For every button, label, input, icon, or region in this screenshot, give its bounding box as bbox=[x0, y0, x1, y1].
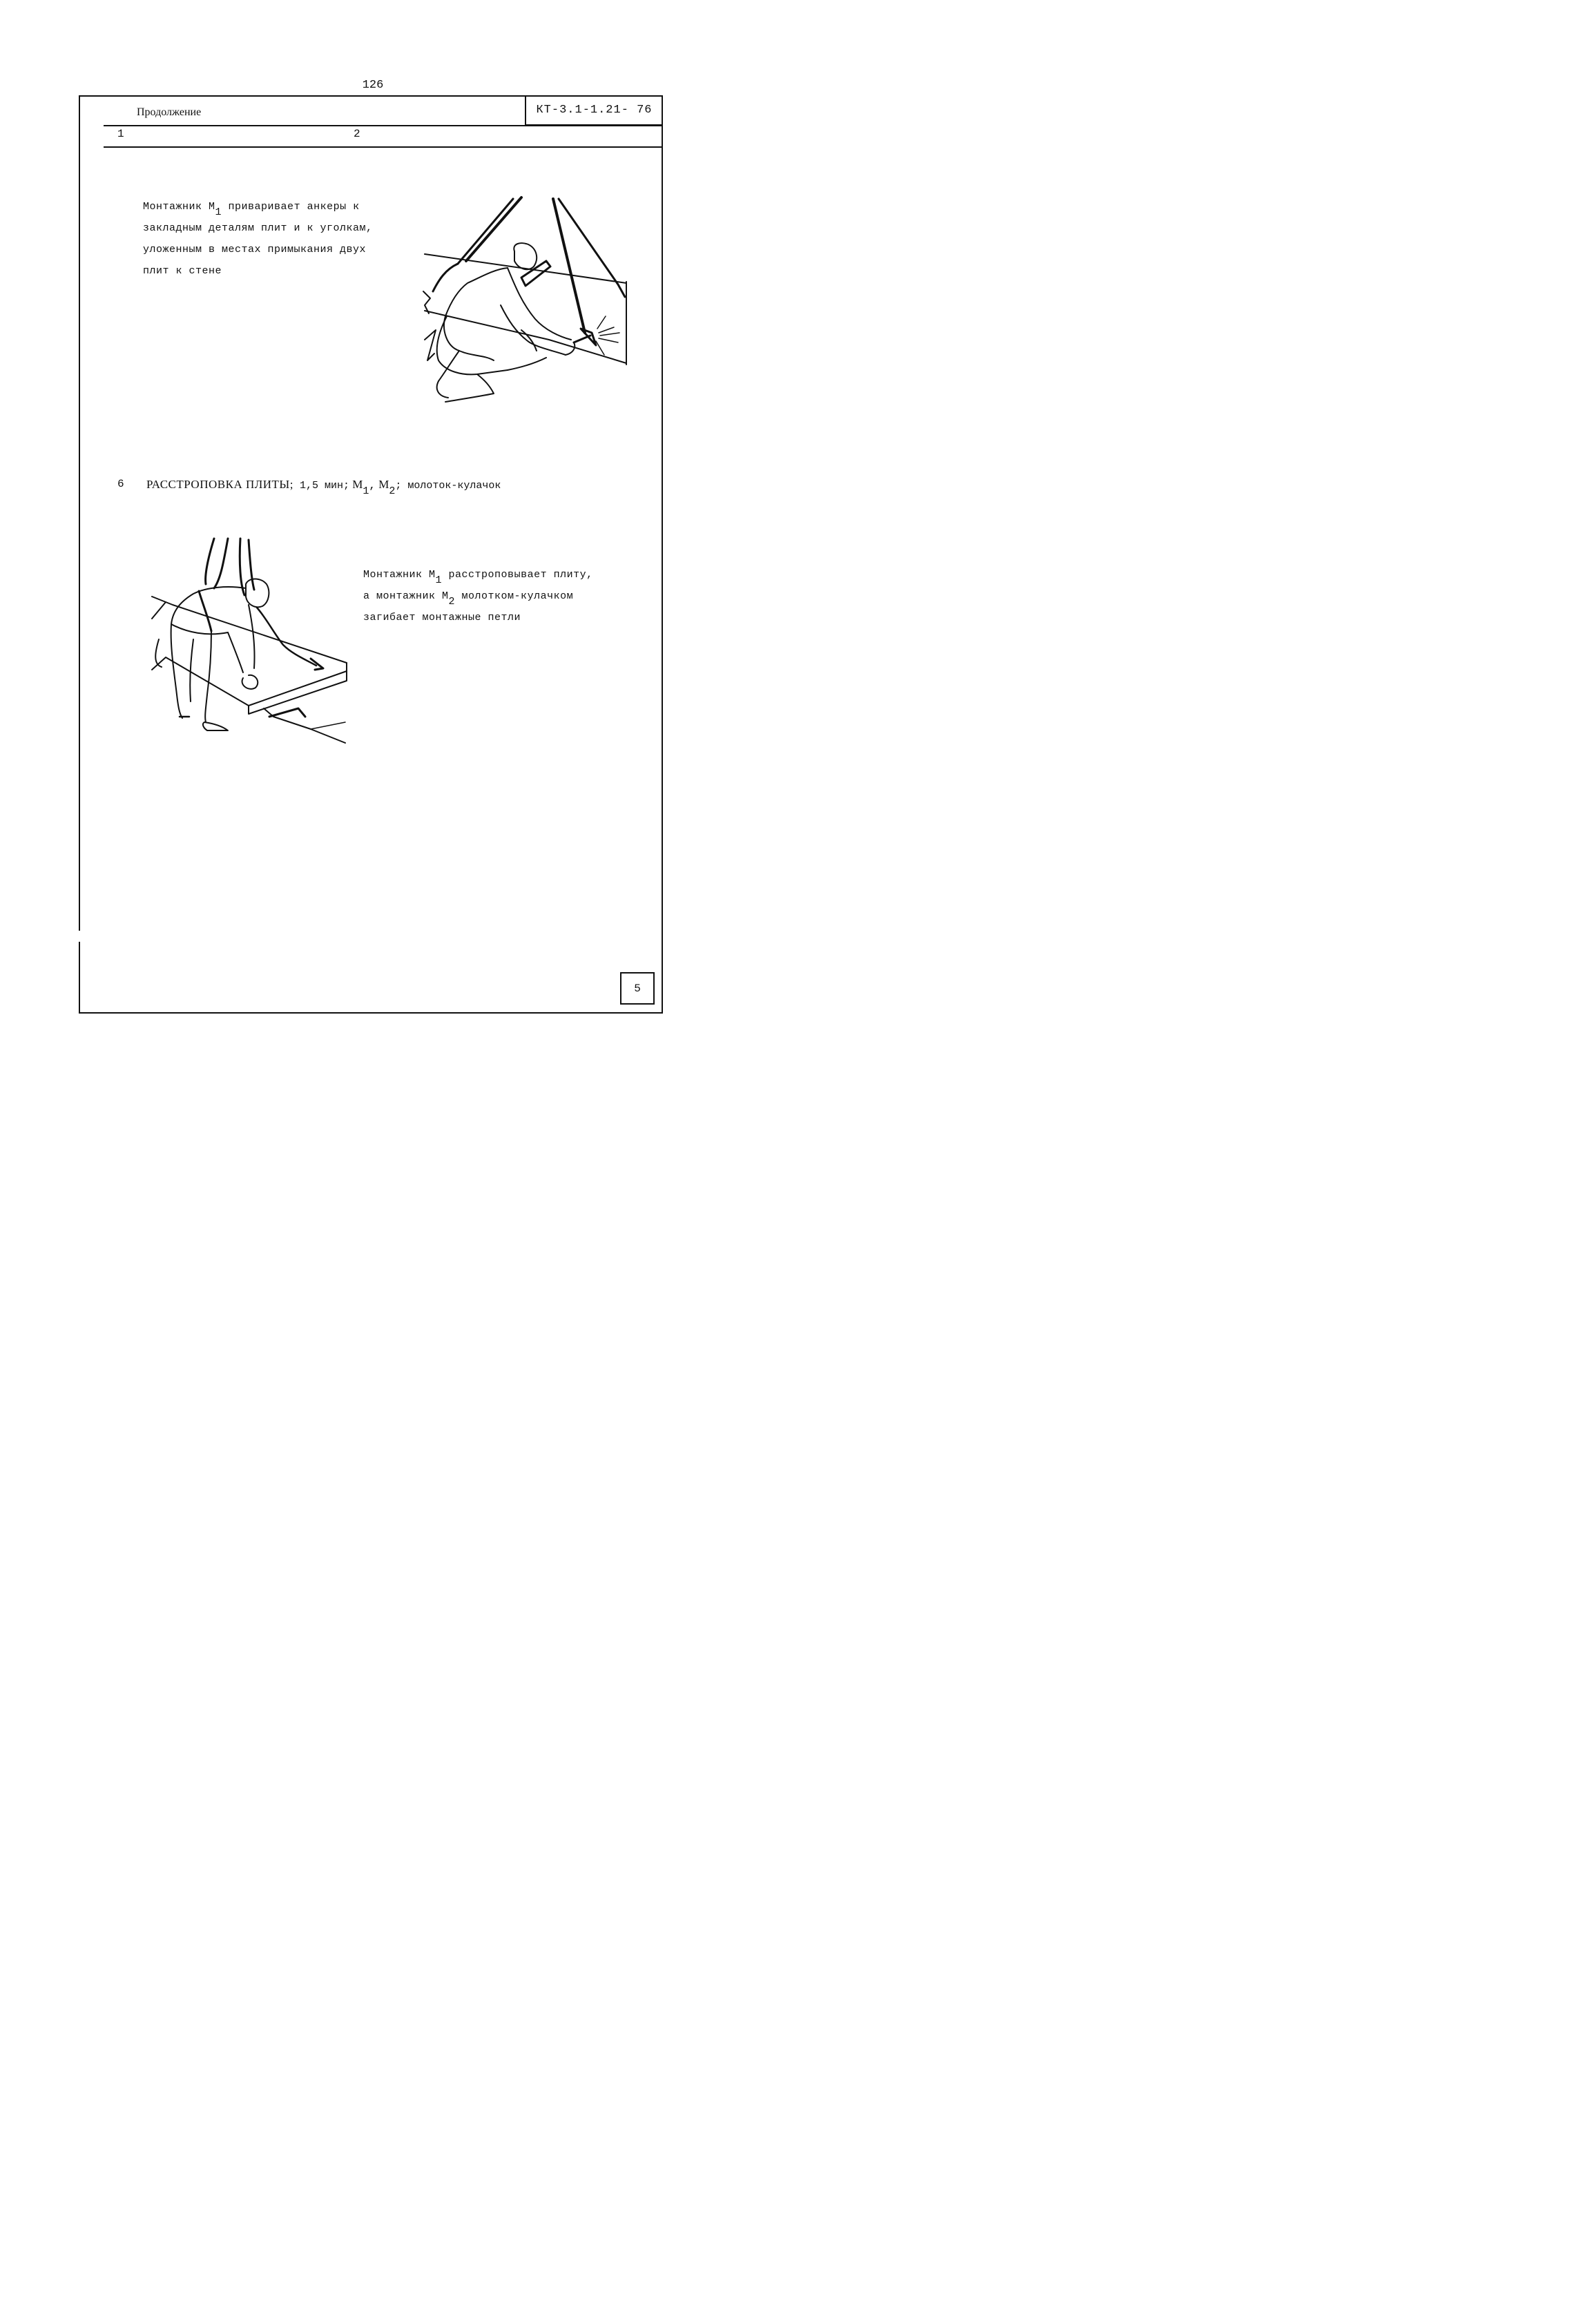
section1-line: плит к стене bbox=[143, 265, 222, 277]
page-number: 126 bbox=[362, 79, 384, 92]
frame-right-border bbox=[662, 95, 663, 1014]
section1-line: закладным деталям плит и к уголкам, bbox=[143, 222, 373, 234]
column-header-rule bbox=[104, 146, 662, 148]
slinger-illustration bbox=[145, 536, 352, 747]
header-label: Продолжение bbox=[137, 106, 202, 118]
section2-line: загибает монтажные петли bbox=[363, 612, 521, 623]
step-line: РАССТРОПОВКА ПЛИТЫ; 1,5 мин; $М_1$, $М_2$; молоток-кулачок bbox=[146, 478, 501, 497]
step-tool: ; молоток-кулачок bbox=[395, 480, 501, 492]
section1-paragraph bbox=[143, 196, 392, 282]
frame-left-border-lower bbox=[79, 942, 80, 1014]
step-worker2: М bbox=[376, 478, 389, 491]
step-number: 6 bbox=[117, 478, 124, 490]
document-code: КТ-3.1-1.21- 76 bbox=[525, 96, 662, 126]
frame-bottom-border bbox=[79, 1012, 663, 1014]
section1-line: уложенным в местах примыкания двух bbox=[143, 244, 367, 255]
section2-line: а монтажник $М_2$ молотком-кулачком bbox=[363, 590, 574, 608]
frame-left-border-upper bbox=[79, 95, 80, 931]
section2-line: Монтажник $М_1$ расстроповывает плиту, bbox=[363, 569, 593, 586]
step-title: РАССТРОПОВКА ПЛИТЫ; bbox=[146, 478, 293, 491]
section2-paragraph bbox=[363, 564, 639, 628]
step-worker1: М bbox=[349, 478, 363, 491]
sheet-number: 5 bbox=[620, 972, 655, 1005]
welder-illustration bbox=[418, 195, 632, 405]
step-duration: 1,5 мин; bbox=[293, 480, 350, 492]
column-header-2: 2 bbox=[354, 128, 360, 140]
section1-line: Монтажник $М_1$ приваривает анкеры к bbox=[143, 201, 360, 218]
column-header-1: 1 bbox=[117, 128, 124, 140]
